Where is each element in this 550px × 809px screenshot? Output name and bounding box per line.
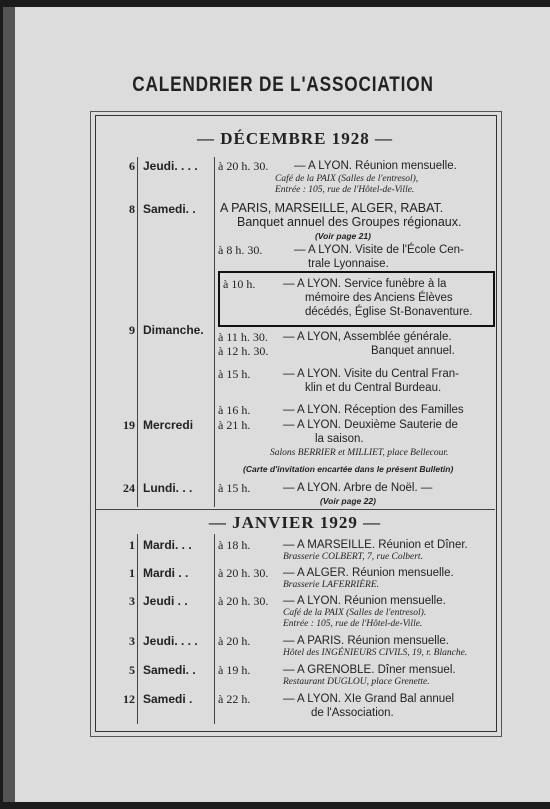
entry-text: — A ALGER. Réunion mensuelle. [283, 567, 454, 579]
entry-address: Entrée : 105, rue de l'Hôtel-de-Ville. [275, 185, 415, 195]
entry-date: 24 [123, 481, 135, 495]
entry-venue: Brasserie LAFERRIÈRE. [283, 580, 380, 590]
column-divider-day [214, 157, 215, 507]
entry-weekday: Jeudi. . . . [143, 634, 198, 648]
entry-text: la saison. [315, 433, 364, 445]
entry-text: — A LYON, Assemblée générale. [283, 331, 452, 343]
entry-venue: Brasserie COLBERT, 7, rue Colbert. [283, 552, 423, 562]
entry-time: à 12 h. 30. [218, 344, 269, 358]
entry-text: mémoire des Anciens Élèves [305, 292, 453, 304]
entry-time: à 16 h. [218, 403, 251, 417]
entry-text: — A LYON. Deuxième Sauterie de [283, 419, 458, 431]
entry-weekday: Jeudi. . . . [143, 159, 198, 173]
entry-note: (Voir page 22) [320, 496, 376, 506]
entry-text: — A MARSEILLE. Réunion et Dîner. [283, 539, 468, 551]
entry-weekday: Mardi . . [143, 566, 189, 580]
entry-text: Banquet annuel des Groupes régionaux. [237, 215, 462, 229]
entry-time: à 19 h. [218, 663, 251, 677]
entry-weekday: Samedi . [143, 692, 193, 706]
entry-text: — A GRENOBLE. Dîner mensuel. [283, 664, 456, 676]
entry-text: A PARIS, MARSEILLE, ALGER, RABAT. [220, 201, 444, 215]
entry-text: Banquet annuel. [371, 345, 455, 357]
entry-date: 12 [123, 692, 135, 706]
entry-time: à 10 h. [223, 277, 256, 291]
entry-weekday: Dimanche. [143, 323, 204, 337]
entry-date: 19 [123, 418, 135, 432]
entry-time: à 15 h. [218, 367, 251, 381]
entry-time: à 15 h. [218, 481, 251, 495]
entry-note: (Voir page 21) [315, 231, 371, 241]
entry-weekday: Jeudi . . [143, 594, 188, 608]
entry-date: 9 [129, 323, 135, 337]
entry-venue: Salons BERRIER et MILLIET, place Bellecour. [270, 448, 449, 458]
entry-time: à 20 h. [218, 634, 251, 648]
entry-weekday: Mardi. . . [143, 538, 192, 552]
entry-weekday: Samedi. . [143, 663, 196, 677]
month-header-january: — JANVIER 1929 — [208, 513, 382, 532]
entry-venue: Café de la PAIX (Salles de l'entresol), [275, 174, 419, 184]
entry-venue: Café de la PAIX (Salles de l'entresol). [283, 608, 427, 618]
entry-text: de l'Association. [311, 707, 394, 719]
entry-time: à 20 h. 30. [218, 594, 269, 608]
entry-text: — A LYON. Réunion mensuelle. [294, 160, 457, 172]
month-header-december: — DÉCEMBRE 1928 — [197, 129, 393, 148]
entry-text: — A LYON. Réception des Familles [283, 404, 464, 416]
entry-venue: Hôtel des INGÉNIEURS CIVILS, 19, r. Blanche. [283, 648, 468, 658]
entry-time: à 21 h. [218, 418, 251, 432]
entry-date: 5 [129, 663, 135, 677]
entry-time: à 20 h. 30. [218, 159, 269, 173]
column-divider-num [137, 157, 138, 507]
entry-text: — A LYON. Visite de l'École Cen- [294, 244, 464, 256]
entry-date: 3 [129, 634, 135, 648]
entry-address: Entrée : 105, rue de l'Hôtel-de-Ville. [283, 619, 423, 629]
entry-venue: Restaurant DUGLOU, place Grenette. [283, 677, 430, 687]
entry-text: — A LYON. XIe Grand Bal annuel [283, 693, 455, 705]
column-divider-num-jan [137, 534, 138, 724]
entry-weekday: Samedi. . [143, 202, 196, 216]
entry-date: 1 [129, 566, 135, 580]
entry-time: à 18 h. [218, 538, 251, 552]
entry-text: décédés, Église St-Bonaventure. [305, 306, 473, 318]
entry-text: — A LYON. Service funèbre à la [283, 278, 447, 290]
entry-date: 3 [129, 594, 135, 608]
entry-note: (Carte d'invitation encartée dans le présent Bulletin) [243, 464, 454, 474]
entry-weekday: Mercredi [143, 418, 194, 432]
entry-time: à 11 h. 30. [218, 330, 268, 344]
entry-time: à 8 h. 30. [218, 243, 263, 257]
entry-text: trale Lyonnaise. [308, 258, 389, 270]
entry-date: 8 [129, 202, 135, 216]
entry-text: klin et du Central Burdeau. [305, 382, 442, 394]
entry-weekday: Lundi. . . [143, 481, 193, 495]
column-divider-day-jan [214, 534, 215, 724]
entry-text: — A PARIS. Réunion mensuelle. [283, 635, 449, 647]
entry-text: — A LYON. Arbre de Noël. — [283, 482, 433, 494]
entry-date: 6 [129, 159, 135, 173]
page-title: CALENDRIER DE L'ASSOCIATION [132, 73, 434, 96]
bulletin-page [3, 7, 550, 802]
entry-text: — A LYON. Visite du Central Fran- [283, 368, 459, 380]
entry-date: 1 [129, 538, 135, 552]
entry-time: à 20 h. 30. [218, 566, 269, 580]
month-divider [95, 509, 495, 510]
entry-text: — A LYON. Réunion mensuelle. [283, 595, 446, 607]
entry-time: à 22 h. [218, 692, 251, 706]
